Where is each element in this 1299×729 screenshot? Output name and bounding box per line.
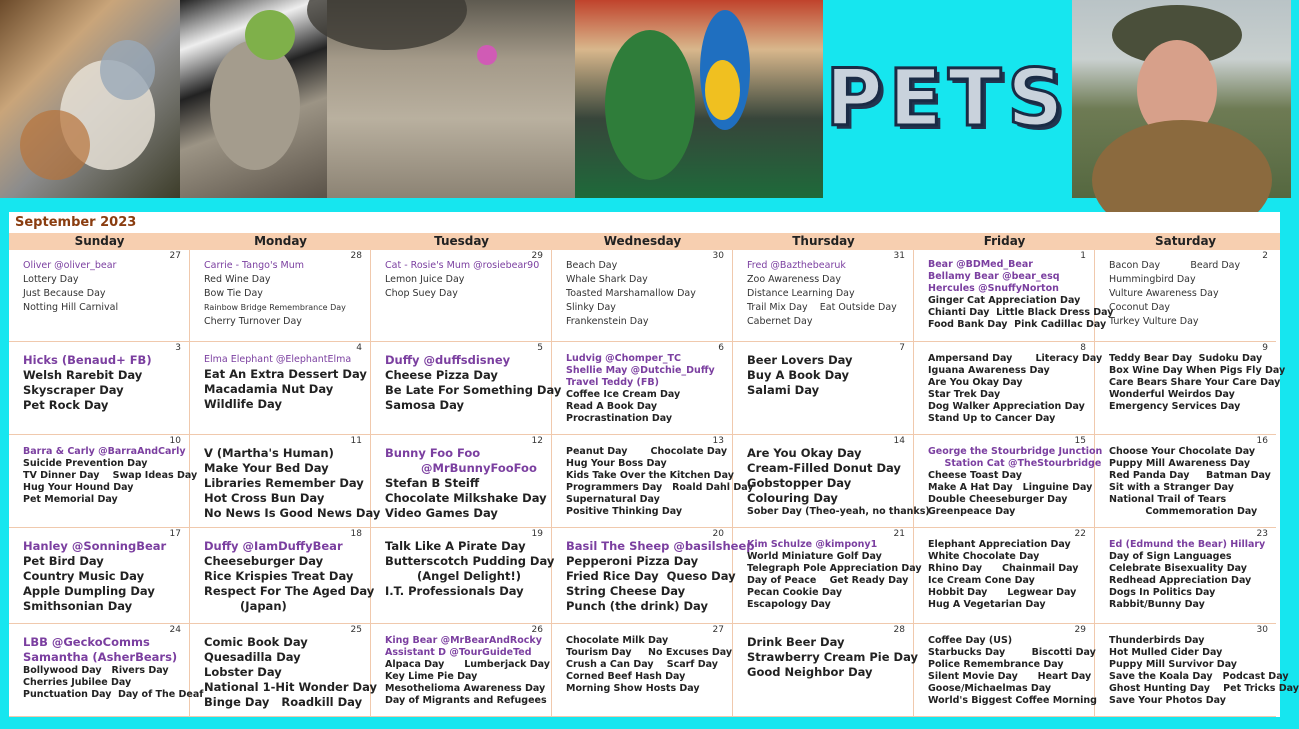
day-event: Suicide Prevention Day (23, 458, 148, 469)
day-event: Make A Hat Day Linguine Day (928, 482, 1093, 493)
day-number: 27 (169, 251, 181, 261)
day-number: 16 (1256, 436, 1268, 446)
day-event: LBB @GeckoComms (23, 635, 150, 649)
day-cell (1095, 342, 1286, 435)
parrot-photo (575, 0, 823, 198)
day-number: 31 (893, 251, 905, 261)
day-event: Cat - Rosie's Mum @rosiebear90 (385, 260, 540, 271)
day-event: Bellamy Bear @bear_esq (928, 271, 1060, 282)
day-event: Cream-Filled Donut Day (747, 461, 901, 475)
day-event: Choose Your Chocolate Day (1109, 446, 1256, 457)
day-event: Sober Day (Theo-yeah, no thanks) (747, 506, 930, 517)
day-event: (Japan) (204, 599, 287, 613)
day-event: Are You Okay Day (928, 377, 1023, 388)
day-event: Wildlife Day (204, 397, 282, 411)
day-event: Trail Mix Day Eat Outside Day (747, 302, 897, 313)
day-event: Gobstopper Day (747, 476, 852, 490)
woman-in-hat-photo (1072, 0, 1291, 198)
weekday-header (9, 233, 1280, 250)
day-event: Elma Elephant @ElephantElma (204, 354, 352, 365)
day-number: 5 (537, 343, 543, 353)
day-number: 20 (712, 529, 724, 539)
day-event: King Bear @MrBearAndRocky (385, 635, 542, 646)
day-event: World Miniature Golf Day (747, 551, 882, 562)
day-number: 21 (893, 529, 905, 539)
day-event: Country Music Day (23, 569, 145, 583)
day-event: Stand Up to Cancer Day (928, 413, 1056, 424)
day-event: Pet Memorial Day (23, 494, 118, 505)
day-event: Emergency Services Day (1109, 401, 1241, 412)
day-event: Escapology Day (747, 599, 831, 610)
day-event: Puppy Mill Awareness Day (1109, 458, 1251, 469)
day-event: Hummingbird Day (1109, 274, 1196, 285)
day-number: 15 (1074, 436, 1086, 446)
day-event: Buy A Book Day (747, 368, 850, 382)
day-event: Tourism Day No Excuses Day (566, 647, 733, 658)
cat-photo (0, 0, 180, 198)
day-cell (1095, 435, 1276, 528)
day-event: Commemoration Day (1109, 506, 1258, 517)
day-event: Key Lime Pie Day (385, 671, 478, 682)
day-event: Ampersand Day Literacy Day (928, 353, 1103, 364)
day-event: Rice Krispies Treat Day (204, 569, 354, 583)
day-event: Corned Beef Hash Day (566, 671, 686, 682)
day-event: Make Your Bed Day (204, 461, 329, 475)
day-event: George the Stourbridge Junction (928, 446, 1103, 457)
day-number: 28 (893, 625, 905, 635)
day-event: Barra & Carly @BarraAndCarly (23, 446, 186, 457)
day-cell (733, 528, 922, 624)
day-event: Smithsonian Day (23, 599, 133, 613)
month-title: September 2023 (15, 215, 137, 230)
day-cell (1095, 250, 1276, 342)
day-event: Eat An Extra Dessert Day (204, 367, 367, 381)
day-event: Ludvig @Chomper_TC (566, 353, 681, 364)
day-event: Cheese Toast Day (928, 470, 1022, 481)
day-event: Red Panda Day Batman Day (1109, 470, 1271, 481)
day-number: 13 (712, 436, 724, 446)
day-cell (914, 435, 1103, 528)
day-event: Bow Tie Day (204, 288, 263, 299)
day-event: Chocolate Milk Day (566, 635, 669, 646)
day-event: Basil The Sheep @basilsheep (566, 539, 755, 553)
calendar (9, 212, 1299, 717)
day-event: Ice Cream Cone Day (928, 575, 1035, 586)
day-event: Apple Dumpling Day (23, 584, 155, 598)
day-cell (552, 250, 733, 342)
day-number: 30 (1256, 625, 1268, 635)
weekday-label: Sunday (74, 234, 125, 248)
day-event: Dogs In Politics Day (1109, 587, 1216, 598)
day-event: Cheese Pizza Day (385, 368, 498, 382)
day-event: Chianti Day Little Black Dress Day (928, 307, 1114, 318)
day-event: Dog Walker Appreciation Day (928, 401, 1085, 412)
day-event: Fred @Bazthebearuk (747, 260, 846, 271)
day-event: Frankenstein Day (566, 316, 649, 327)
day-number: 19 (531, 529, 543, 539)
weekday-label: Tuesday (434, 234, 489, 248)
day-event: Slinky Day (566, 302, 616, 313)
day-event: Morning Show Hosts Day (566, 683, 700, 694)
day-event: Toasted Marshamallow Day (566, 288, 696, 299)
day-event: Zoo Awareness Day (747, 274, 841, 285)
day-event: Coffee Ice Cream Day (566, 389, 681, 400)
day-event: Hicks (Benaud+ FB) (23, 353, 152, 367)
day-event: Elephant Appreciation Day (928, 539, 1071, 550)
day-event: Read A Book Day (566, 401, 658, 412)
day-event: Crush a Can Day Scarf Day (566, 659, 718, 670)
day-event: Save the Koala Day Podcast Day (1109, 671, 1289, 682)
day-number: 6 (718, 343, 724, 353)
day-event: Stefan B Steiff (385, 476, 480, 490)
day-cell (190, 250, 371, 342)
day-number: 3 (175, 343, 181, 353)
day-number: 14 (893, 436, 905, 446)
day-event: Oliver @oliver_bear (23, 260, 117, 271)
day-event: Day of Migrants and Refugees (385, 695, 547, 706)
day-event: Travel Teddy (FB) (566, 377, 659, 388)
weekday-label: Friday (983, 234, 1026, 248)
day-event: Respect For The Aged Day (204, 584, 375, 598)
day-event: Lottery Day (23, 274, 79, 285)
day-cell (371, 624, 552, 717)
day-event: Iguana Awareness Day (928, 365, 1050, 376)
day-cell (914, 528, 1095, 624)
day-event: TV Dinner Day Swap Ideas Day (23, 470, 198, 481)
day-event: Are You Okay Day (747, 446, 862, 460)
day-event: Chop Suey Day (385, 288, 458, 299)
day-event: Pet Rock Day (23, 398, 109, 412)
day-number: 10 (169, 436, 181, 446)
day-event: Salami Day (747, 383, 820, 397)
day-number: 11 (350, 436, 362, 446)
day-event: Assistant D @TourGuideTed (385, 647, 532, 658)
day-event: Colouring Day (747, 491, 838, 505)
day-cell (733, 624, 918, 717)
day-event: National Trail of Tears (1109, 494, 1227, 505)
day-event: Bacon Day Beard Day (1109, 260, 1241, 271)
day-number: 9 (1262, 343, 1268, 353)
day-event: Samantha (AsherBears) (23, 650, 178, 664)
day-event: Samosa Day (385, 398, 464, 412)
day-number: 29 (531, 251, 543, 261)
day-event: Whale Shark Day (566, 274, 648, 285)
day-number: 1 (1080, 251, 1086, 261)
sand-writing-photo (327, 0, 575, 198)
day-cell (733, 342, 914, 435)
day-event: Alpaca Day Lumberjack Day (385, 659, 550, 670)
day-event: Welsh Rarebit Day (23, 368, 143, 382)
day-event: Be Late For Something Day (385, 383, 562, 397)
day-cell (190, 528, 375, 624)
day-event: Macadamia Nut Day (204, 382, 334, 396)
day-number: 23 (1256, 529, 1268, 539)
day-cell (9, 435, 198, 528)
day-event: Silent Movie Day Heart Day (928, 671, 1092, 682)
day-event: Libraries Remember Day (204, 476, 364, 490)
day-cell (190, 624, 377, 717)
day-number: 4 (356, 343, 362, 353)
day-event: Station Cat @TheStourbridge (928, 458, 1102, 469)
day-event: Beach Day (566, 260, 618, 271)
day-event: Carrie - Tango's Mum (204, 260, 305, 271)
day-event: Comic Book Day (204, 635, 308, 649)
day-event: Talk Like A Pirate Day (385, 539, 526, 553)
day-number: 12 (531, 436, 543, 446)
day-event: Kim Schulze @kimpony1 (747, 539, 878, 550)
day-event: Hercules @SnuffyNorton (928, 283, 1059, 294)
day-number: 27 (712, 625, 724, 635)
weekday-label: Wednesday (603, 234, 682, 248)
day-event: I.T. Professionals Day (385, 584, 524, 598)
day-number: 26 (531, 625, 543, 635)
day-event: Star Trek Day (928, 389, 1001, 400)
day-event: Box Wine Day When Pigs Fly Day (1109, 365, 1286, 376)
day-event: Turkey Vulture Day (1109, 316, 1199, 327)
day-cell (9, 528, 190, 624)
day-event: Double Cheeseburger Day (928, 494, 1068, 505)
day-event: Thunderbirds Day (1109, 635, 1205, 646)
day-event: Day of Peace Get Ready Day (747, 575, 909, 586)
day-number: 8 (1080, 343, 1086, 353)
day-event: Rainbow Bridge Remembrance Day (204, 303, 346, 312)
day-event: Bear @BDMed_Bear (928, 259, 1033, 270)
day-number: 29 (1074, 625, 1086, 635)
day-event: Peanut Day Chocolate Day (566, 446, 728, 457)
day-event: Supernatural Day (566, 494, 660, 505)
day-event: Celebrate Bisexuality Day (1109, 563, 1247, 574)
day-event: Lemon Juice Day (385, 274, 465, 285)
day-event: Just Because Day (23, 288, 106, 299)
day-event: Shellie May @Dutchie_Duffy (566, 365, 715, 376)
day-event: Bollywood Day Rivers Day (23, 665, 169, 676)
day-cell (190, 342, 371, 435)
day-event: White Chocolate Day (928, 551, 1040, 562)
day-cell (552, 342, 733, 435)
day-event: No News Is Good News Day (204, 506, 381, 520)
day-event: Sit with a Stranger Day (1109, 482, 1234, 493)
day-cell (1095, 624, 1299, 717)
day-event: Ginger Cat Appreciation Day (928, 295, 1081, 306)
day-cell (914, 342, 1103, 435)
day-event: Duffy @IamDuffyBear (204, 539, 343, 553)
day-event: Pecan Cookie Day (747, 587, 843, 598)
day-event: World's Biggest Coffee Morning (928, 695, 1097, 706)
day-cell (914, 624, 1095, 717)
calendar-grid (9, 250, 1299, 717)
day-event: Pet Bird Day (23, 554, 104, 568)
day-cell (371, 528, 555, 624)
day-event: Hug A Vegetarian Day (928, 599, 1046, 610)
day-event: Programmers Day Roald Dahl Day (566, 482, 754, 493)
day-event: Ed (Edmund the Bear) Hillary (1109, 539, 1266, 550)
day-event: Teddy Bear Day Sudoku Day (1109, 353, 1263, 364)
day-event: Skyscraper Day (23, 383, 124, 397)
day-event: Puppy Mill Survivor Day (1109, 659, 1238, 670)
day-event: Telegraph Pole Appreciation Day (747, 563, 922, 574)
day-cell (9, 250, 190, 342)
day-event: Mesothelioma Awareness Day (385, 683, 546, 694)
day-cell (552, 528, 755, 624)
day-cell (914, 250, 1114, 342)
day-event: National 1-Hit Wonder Day (204, 680, 377, 694)
day-number: 22 (1074, 529, 1086, 539)
day-event: Cherry Turnover Day (204, 316, 302, 327)
weekday-label: Saturday (1154, 234, 1217, 248)
day-event: Redhead Appreciation Day (1109, 575, 1252, 586)
day-event: Rhino Day Chainmail Day (928, 563, 1079, 574)
day-event: Notting Hill Carnival (23, 302, 119, 313)
day-event: Positive Thinking Day (566, 506, 683, 517)
day-event: Quesadilla Day (204, 650, 301, 664)
day-cell (371, 342, 562, 435)
day-event: Cabernet Day (747, 316, 813, 327)
day-event: Vulture Awareness Day (1109, 288, 1219, 299)
day-event: Binge Day Roadkill Day (204, 695, 363, 709)
weekday-label: Thursday (792, 234, 855, 248)
day-event: (Angel Delight!) (385, 569, 521, 583)
day-number: 17 (169, 529, 181, 539)
day-cell (552, 624, 733, 717)
day-event: Fried Rice Day Queso Day (566, 569, 736, 583)
day-event: Punctuation Day Day of The Deaf (23, 689, 204, 700)
day-event: Save Your Photos Day (1109, 695, 1226, 706)
day-event: @MrBunnyFooFoo (385, 461, 537, 475)
day-cell (371, 250, 552, 342)
day-number: 7 (899, 343, 905, 353)
day-cell (1095, 528, 1276, 624)
day-number: 30 (712, 251, 724, 261)
day-event: Police Remembrance Day (928, 659, 1064, 670)
day-number: 25 (350, 625, 362, 635)
day-event: Coconut Day (1109, 302, 1171, 313)
day-cell (733, 250, 914, 342)
day-event: Chocolate Milkshake Day (385, 491, 547, 505)
day-event: Distance Learning Day (747, 288, 855, 299)
day-event: V (Martha's Human) (204, 446, 334, 460)
day-number: 24 (169, 625, 181, 635)
day-event: Drink Beer Day (747, 635, 845, 649)
day-cell (733, 435, 930, 528)
day-event: Hot Mulled Cider Day (1109, 647, 1223, 658)
day-event: Good Neighbor Day (747, 665, 873, 679)
day-event: Procrastination Day (566, 413, 673, 424)
day-event: Hobbit Day Legwear Day (928, 587, 1077, 598)
day-event: Cherries Jubilee Day (23, 677, 132, 688)
day-event: Duffy @duffsdisney (385, 353, 511, 367)
day-number: 18 (350, 529, 362, 539)
day-number: 28 (350, 251, 362, 261)
day-event: Video Games Day (385, 506, 498, 520)
day-event: Punch (the drink) Day (566, 599, 708, 613)
day-event: Bunny Foo Foo (385, 446, 481, 460)
plush-bear-photo (180, 0, 327, 198)
day-number: 2 (1262, 251, 1268, 261)
day-event: Hot Cross Bun Day (204, 491, 325, 505)
day-event: Greenpeace Day (928, 506, 1016, 517)
day-cell (190, 435, 381, 528)
day-event: Butterscotch Pudding Day (385, 554, 555, 568)
day-event: Lobster Day (204, 665, 282, 679)
day-cell (9, 342, 190, 435)
day-event: Beer Lovers Day (747, 353, 853, 367)
day-event: Hanley @SonningBear (23, 539, 167, 553)
day-event: Pepperoni Pizza Day (566, 554, 699, 568)
weekday-label: Monday (254, 234, 307, 248)
day-cell (371, 435, 552, 528)
day-cell (552, 435, 754, 528)
day-cell (9, 624, 204, 717)
day-event: Food Bank Day Pink Cadillac Day (928, 319, 1107, 330)
day-event: Strawberry Cream Pie Day (747, 650, 918, 664)
day-event: Hug Your Hound Day (23, 482, 134, 493)
day-event: Cheeseburger Day (204, 554, 324, 568)
day-event: Rabbit/Bunny Day (1109, 599, 1205, 610)
day-event: Wonderful Weirdos Day (1109, 389, 1235, 400)
day-event: Ghost Hunting Day Pet Tricks Day (1109, 683, 1299, 694)
day-event: Starbucks Day Biscotti Day (928, 647, 1096, 658)
day-event: Goose/Michaelmas Day (928, 683, 1052, 694)
day-event: Kids Take Over the Kitchen Day (566, 470, 734, 481)
pets-title: PETS (825, 54, 1070, 144)
day-event: Care Bears Share Your Care Day (1109, 377, 1281, 388)
day-event: Day of Sign Languages (1109, 551, 1232, 562)
day-event: Red Wine Day (204, 274, 271, 285)
day-event: Hug Your Boss Day (566, 458, 667, 469)
day-event: String Cheese Day (566, 584, 686, 598)
day-event: Coffee Day (US) (928, 635, 1013, 646)
